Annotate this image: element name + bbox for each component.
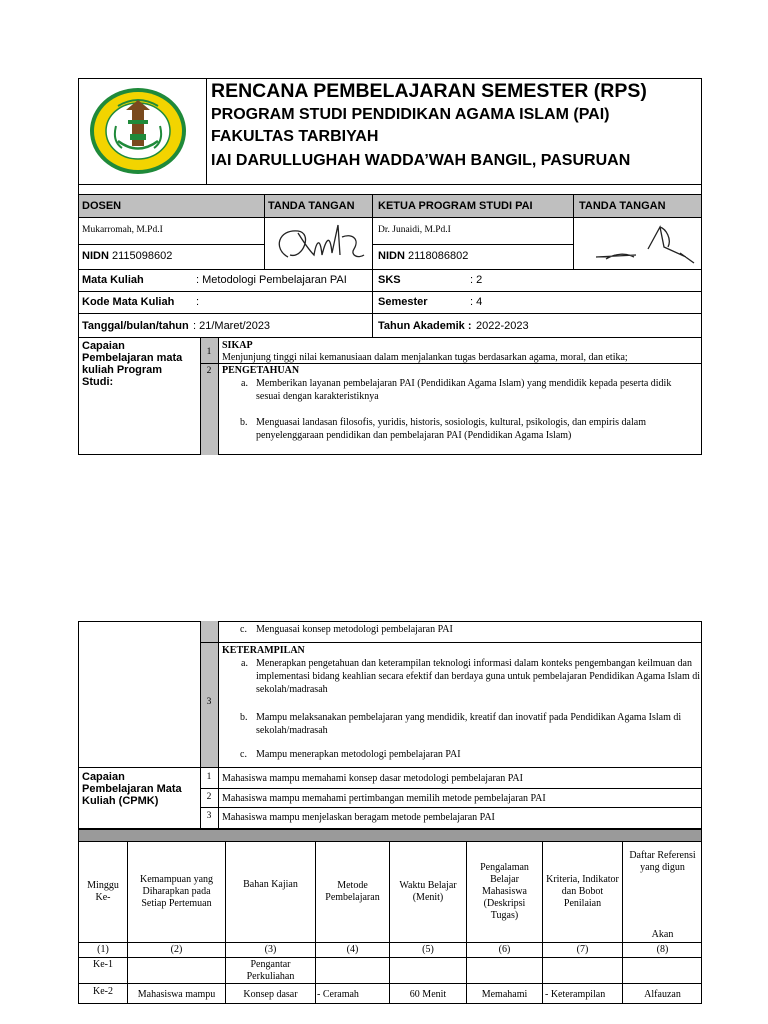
- cpmk-3-text: Mahasiswa mampu menjelaskan beragam metode pembelajaran PAI: [222, 812, 495, 823]
- keterampilan-a-text: Menerapkan pengetahuan dan keterampilan teknologi informasi dalam konteks pengembangan keilmuan dan implementasi bidang keahlian secara efektif dan berdaya guna untuk pembelajaran Pendidikan Agama Islam di sekolah/madrasah: [256, 658, 701, 695]
- col-number-3: (3): [264, 944, 277, 955]
- kaprodi-nidn: [378, 250, 468, 262]
- cpl-item-1-text: Menjunjung tinggi nilai kemanusiaan dalam menjalankan tugas berdasarkan agama, moral, dan etika;: [222, 352, 628, 363]
- page2-row-divider-3: [200, 788, 702, 789]
- row2-metode: - Ceramah: [317, 989, 359, 1000]
- keterampilan-title: KETERAMPILAN: [222, 645, 305, 656]
- kaprodi-name: Dr. Junaidi, M.Pd.I: [378, 225, 451, 235]
- header-pengalaman: Pengalaman Belajar Mahasiswa (Deskripsi Tugas): [480, 862, 529, 921]
- tahun-akademik-value: 2022-2023: [476, 320, 529, 332]
- row2-kriteria: - Keterampilan: [545, 989, 606, 1000]
- dosen-name-divider: [78, 244, 265, 245]
- schedule-number-row-bottom: [78, 957, 702, 958]
- program-title: PROGRAM STUDI PENDIDIKAN AGAMA ISLAM (PAI): [211, 106, 610, 123]
- kaprodi-nidn-value: 2118086802: [407, 250, 469, 262]
- keterampilan-b-marker: b.: [240, 712, 248, 723]
- keterampilan-c-marker: c.: [240, 749, 247, 760]
- col-number-1: (1): [97, 944, 109, 955]
- keterampilan-number: 3: [206, 697, 212, 707]
- header-referensi: Daftar Referensi yang digun: [629, 850, 696, 873]
- tanggal-value: : 21/Maret/2023: [193, 320, 271, 332]
- cpl-item-2c-marker: c.: [240, 624, 247, 635]
- cpl-item-2a-marker: a.: [241, 378, 248, 389]
- dosen-name: Mukarromah, M.Pd.I: [82, 225, 163, 235]
- cpl-item-2b-text: Menguasai landasan filosofis, yuridis, historis, sosiologis, kultural, psikologis, dan empiris dalam penyelenggaraan pendidikan dan pembelajaran PAI (Pendidikan Agama Islam): [256, 417, 646, 441]
- document-title: RENCANA PEMBELAJARAN SEMESTER (RPS): [211, 80, 647, 102]
- cpl-item-2a-text: Memberikan layanan pembelajaran PAI (Pendidikan Agama Islam) yang mendidik kepada peserta didik sesuai dengan karakteristiknya: [256, 378, 672, 402]
- header-waktu: Waktu Belajar (Menit): [399, 880, 457, 903]
- row2-referensi: Alfauzan: [644, 989, 681, 1000]
- kode-value: :: [196, 296, 200, 308]
- kode-label: Kode Mata Kuliah: [82, 296, 175, 308]
- row1-minggu: Ke-1: [93, 959, 113, 970]
- page2-row-divider-2: [78, 767, 702, 768]
- row1-bahan-kajian: Pengantar Perkuliahan: [246, 959, 295, 982]
- dosen-signature: [268, 219, 372, 269]
- dosen-header: DOSEN: [82, 200, 122, 212]
- kaprodi-nidn-label: NIDN: [378, 250, 405, 262]
- kaprodi-name-divider: [373, 244, 574, 245]
- cpl-item-1-title: SIKAP: [222, 340, 253, 351]
- cpl-item-2c-text: Menguasai konsep metodologi pembelajaran PAI: [256, 624, 453, 635]
- header-bahan-kajian: Bahan Kajian: [243, 879, 298, 890]
- cpl-label: Capaian Pembelajaran mata kuliah Program Studi:: [82, 340, 183, 388]
- row2-kemampuan: Mahasiswa mampu: [137, 989, 216, 1000]
- semester-label: Semester: [378, 296, 428, 308]
- row2-minggu: Ke-2: [93, 986, 113, 997]
- header-kriteria: Kriteria, Indikator dan Bobot Penilaian: [546, 874, 619, 909]
- tahun-akademik-label: Tahun Akademik :: [378, 320, 472, 332]
- sks-value: : 2: [470, 274, 483, 286]
- semester-value: : 4: [470, 296, 483, 308]
- cpmk-label: Capaian Pembelajaran Mata Kuliah (CPMK): [82, 771, 182, 807]
- col-number-4: (4): [346, 944, 359, 955]
- schedule-row1-bottom: [78, 983, 702, 984]
- tanda-tangan-header: TANDA TANGAN: [268, 200, 355, 212]
- cpl-item-2b-marker: b.: [240, 417, 248, 428]
- row2-bahan-kajian: Konsep dasar: [243, 989, 298, 1000]
- faculty-title: FAKULTAS TARBIYAH: [211, 128, 379, 145]
- row2-pengalaman: Memahami: [481, 989, 528, 1000]
- cpl-item-1-number: 1: [206, 347, 212, 357]
- header-spacer-line: [78, 184, 702, 185]
- header-metode: Metode Pembelajaran: [325, 880, 380, 903]
- col-number-7: (7): [576, 944, 589, 955]
- cpl-item-2-title: PENGETAHUAN: [222, 365, 300, 376]
- header-kemampuan: Kemampuan yang Diharapkan pada Setiap Pertemuan: [139, 874, 214, 909]
- dosen-nidn-label: NIDN: [82, 250, 109, 262]
- col-number-2: (2): [170, 944, 183, 955]
- kaprodi-header: KETUA PROGRAM STUDI PAI: [378, 200, 533, 212]
- tanda-tangan-header-2: TANDA TANGAN: [579, 200, 666, 212]
- tanggal-label: Tanggal/bulan/tahun: [82, 320, 189, 332]
- keterampilan-a-marker: a.: [241, 658, 248, 669]
- col-number-8: (8): [656, 944, 669, 955]
- header-minggu: Minggu Ke-: [87, 880, 119, 903]
- col-number-6: (6): [498, 944, 511, 955]
- page2-row-divider-1: [200, 642, 702, 643]
- schedule-header-bottom: [78, 942, 702, 943]
- col-number-5: (5): [422, 944, 434, 955]
- dosen-nidn-value: 2115098602: [111, 250, 173, 262]
- dosen-nidn: [82, 250, 172, 262]
- kaprodi-signature: [576, 219, 701, 269]
- institution-logo: [88, 86, 188, 176]
- cpmk-3-number: 3: [206, 811, 212, 821]
- cpmk-2-text: Mahasiswa mampu memahami pertimbangan memilih metode pembelajaran PAI: [222, 793, 546, 804]
- mata-kuliah-label: Mata Kuliah: [82, 274, 144, 286]
- keterampilan-c-text: Mampu menerapkan metodologi pembelajaran PAI: [256, 749, 461, 760]
- cpl-item-2-number: 2: [206, 366, 212, 376]
- sks-label: SKS: [378, 274, 401, 286]
- cpmk-1-number: 1: [206, 772, 212, 782]
- keterampilan-b-text: Mampu melaksanakan pembelajaran yang mendidik, kreatif dan inovatif pada Pendidikan Agama Islam di sekolah/madrasah: [256, 712, 682, 736]
- cpmk-1-text: Mahasiswa mampu memahami konsep dasar metodologi pembelajaran PAI: [222, 773, 523, 784]
- mata-kuliah-value: : Metodologi Pembelajaran PAI: [196, 274, 347, 286]
- row2-waktu: 60 Menit: [409, 989, 447, 1000]
- cpmk-2-number: 2: [206, 792, 212, 802]
- institution-title: IAI DARULLUGHAH WADDA’WAH BANGIL, PASURUAN: [211, 152, 631, 169]
- header-referensi-extra: Akan: [651, 929, 674, 940]
- page2-row-divider-4: [200, 807, 702, 808]
